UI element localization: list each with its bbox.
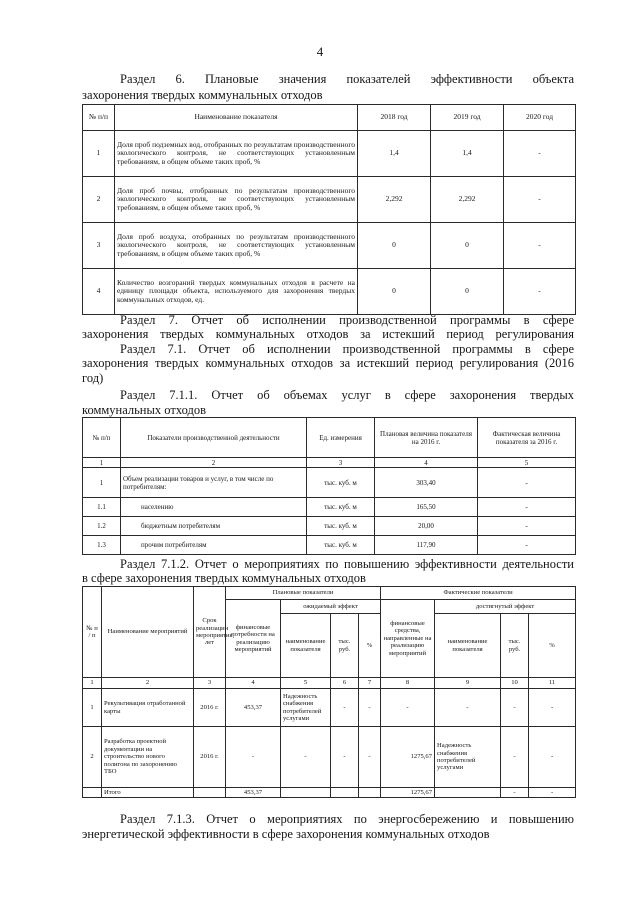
cell-unit: тыс. куб. м (307, 468, 375, 498)
cell-num: 1 (83, 468, 121, 498)
table-row (83, 131, 576, 177)
col-name: Наименование показателя (115, 105, 358, 131)
col-fact-ind-name: наименование показателя (435, 614, 501, 678)
cell-fact-fin: - (381, 689, 435, 727)
col-num: № п/п (83, 105, 115, 131)
cell-name: Количество возгораний твердых коммунальных отходов в расчете на единицу площади объекта, используемого для захоронения твердых коммунальных отходов, ед. (115, 269, 358, 315)
col-fact-effect: достигнутый эффект (435, 600, 576, 614)
col-2018: 2018 год (358, 105, 431, 131)
col-plan-group: Плановые показатели (226, 587, 381, 600)
cell-2020: - (504, 177, 576, 223)
cell-term: 2016 г. (194, 727, 226, 788)
col-term: Срок реализации мероприятия, лет (194, 587, 226, 678)
section71-line2: захоронения твердых коммунальных отходов за истекший период регулирования (2016 (82, 356, 574, 370)
table-row (83, 689, 576, 727)
cell-name: населению (121, 498, 307, 517)
col-plan-pct: % (359, 614, 381, 678)
cell-plan: 165,50 (375, 498, 478, 517)
cell-num: 4 (83, 269, 115, 315)
cell-name: бюджетным потребителям (121, 517, 307, 536)
cell-plan-pct: - (359, 689, 381, 727)
col-num: № п / п (83, 587, 102, 678)
cell-total-label: Итого (102, 788, 194, 798)
section711-volumes-table (82, 417, 576, 555)
cell-2020: - (504, 269, 576, 315)
colnum: 10 (501, 678, 529, 689)
cell-fact-fin: 1275,67 (381, 727, 435, 788)
colnum: 6 (331, 678, 359, 689)
table-row (83, 498, 576, 517)
section713-line2: энергетической эффективности в сфере захоронения коммунальных отходов (82, 827, 490, 841)
cell-empty (281, 788, 331, 798)
col-plan-effect: ожидаемый эффект (281, 600, 381, 614)
cell-empty (194, 788, 226, 798)
col-plan-fin: финансовые потребности на реализацию мероприятий (226, 600, 281, 678)
cell-2020: - (504, 223, 576, 269)
cell-2018: 0 (358, 269, 431, 315)
total-row (83, 788, 576, 798)
col-fact-group: Фактические показатели (381, 587, 576, 600)
colnum: 4 (375, 458, 478, 468)
section71-line1: Раздел 7.1. Отчет об исполнении производственной программы в сфере (120, 342, 574, 356)
cell-num: 1 (83, 689, 102, 727)
colnum: 3 (307, 458, 375, 468)
cell-name: Доля проб подземных вод, отобранных по результатам производственного экологического контроля, не соответствующих установленным требованиям, в общем объеме таких проб, % (115, 131, 358, 177)
cell-name: Доля проб почвы, отобранных по результатам производственного экологического контроля, не соответствующих установленным требованиям, в общем объеме таких проб, % (115, 177, 358, 223)
cell-2019: 2,292 (431, 177, 504, 223)
section6-indicators-table (82, 104, 576, 315)
cell-fact-rub: - (501, 727, 529, 788)
table-row (83, 223, 576, 269)
cell-2018: 1,4 (358, 131, 431, 177)
cell-num: 1 (83, 131, 115, 177)
colnum: 11 (529, 678, 576, 689)
col-plan-ind-name: наименование показателя (281, 614, 331, 678)
cell-plan-ind: - (281, 727, 331, 788)
cell-total-fact-fin: 1275,67 (381, 788, 435, 798)
cell-fact-rub: - (501, 689, 529, 727)
column-numbers-row (83, 678, 576, 689)
col-fact-rub: тыс. руб. (501, 614, 529, 678)
cell-empty (359, 788, 381, 798)
cell-2019: 0 (431, 223, 504, 269)
cell-plan-rub: - (331, 727, 359, 788)
cell-fact-pct: - (529, 727, 576, 788)
colnum: 7 (359, 678, 381, 689)
cell-fact-ind: Надежность снабжения потребителей услугами (435, 727, 501, 788)
cell-name: Рекультивация отработанной карты (102, 689, 194, 727)
cell-num: 2 (83, 177, 115, 223)
section7-line2: захоронения твердых коммунальных отходов за истекший период регулирования (82, 327, 574, 341)
cell-plan: 20,00 (375, 517, 478, 536)
col-2019: 2019 год (431, 105, 504, 131)
cell-fact: - (478, 498, 576, 517)
section6-title-line2: захоронения твердых коммунальных отходов (82, 88, 323, 102)
col-fact-pct: % (529, 614, 576, 678)
colnum: 5 (478, 458, 576, 468)
colnum: 2 (121, 458, 307, 468)
cell-num: 1.3 (83, 536, 121, 555)
section711-line2: коммунальных отходов (82, 403, 206, 417)
cell-total-fact-pct: - (529, 788, 576, 798)
cell-name: Доля проб воздуха, отобранных по результатам производственного экологического контроля, не соответствующих установленным требованиям, в общем объеме таких проб, % (115, 223, 358, 269)
colnum: 8 (381, 678, 435, 689)
cell-unit: тыс. куб. м (307, 498, 375, 517)
cell-num: 2 (83, 727, 102, 788)
colnum: 3 (194, 678, 226, 689)
colnum: 9 (435, 678, 501, 689)
cell-plan: 117,90 (375, 536, 478, 555)
cell-2018: 2,292 (358, 177, 431, 223)
cell-plan-fin: - (226, 727, 281, 788)
cell-name: Разработка проектной документации на строительство нового полигона по захоронению ТБО (102, 727, 194, 788)
section7-line1: Раздел 7. Отчет об исполнении производственной программы в сфере (120, 313, 574, 327)
cell-empty (83, 788, 102, 798)
cell-plan-rub: - (331, 689, 359, 727)
table-header-row (83, 105, 576, 131)
cell-term: 2016 г. (194, 689, 226, 727)
col-unit: Ед. измерения (307, 418, 375, 458)
col-plan-rub: тыс. руб. (331, 614, 359, 678)
cell-plan-pct: - (359, 727, 381, 788)
col-name: Наименование мероприятий (102, 587, 194, 678)
cell-2019: 1,4 (431, 131, 504, 177)
cell-fact: - (478, 517, 576, 536)
cell-fact: - (478, 536, 576, 555)
col-fact: Фактическая величина показателя за 2016 г. (478, 418, 576, 458)
table-row (83, 468, 576, 498)
cell-fact-ind: - (435, 689, 501, 727)
cell-total-fact-rub: - (501, 788, 529, 798)
cell-fact-pct: - (529, 689, 576, 727)
section711-line1: Раздел 7.1.1. Отчет об объемах услуг в сфере захоронения твердых (120, 388, 574, 402)
cell-total-plan-fin: 453,37 (226, 788, 281, 798)
cell-plan-ind: Надежность снабжения потребителей услугами (281, 689, 331, 727)
section712-measures-table (82, 586, 576, 798)
cell-name: прочим потребителям (121, 536, 307, 555)
col-name: Показатели производственной деятельности (121, 418, 307, 458)
table-row (83, 177, 576, 223)
colnum: 1 (83, 458, 121, 468)
table-row (83, 727, 576, 788)
table-row (83, 517, 576, 536)
cell-num: 3 (83, 223, 115, 269)
colnum: 1 (83, 678, 102, 689)
cell-fact: - (478, 468, 576, 498)
cell-plan-fin: 453,37 (226, 689, 281, 727)
table-row (83, 269, 576, 315)
section712-line2: в сфере захоронения твердых коммунальных отходов (82, 571, 366, 585)
col-num: № п/п (83, 418, 121, 458)
table-row (83, 536, 576, 555)
cell-2020: - (504, 131, 576, 177)
section713-line1: Раздел 7.1.3. Отчет о мероприятиях по энергосбережению и повышению (120, 812, 574, 826)
colnum: 5 (281, 678, 331, 689)
cell-name: Объем реализации товаров и услуг, в том числе по потребителям: (121, 468, 307, 498)
cell-2019: 0 (431, 269, 504, 315)
section6-title-line1: Раздел 6. Плановые значения показателей эффективности объекта (120, 72, 574, 86)
cell-plan: 303,40 (375, 468, 478, 498)
colnum: 2 (102, 678, 194, 689)
cell-unit: тыс. куб. м (307, 517, 375, 536)
cell-empty (435, 788, 501, 798)
cell-empty (331, 788, 359, 798)
col-plan: Плановая величина показателя на 2016 г. (375, 418, 478, 458)
cell-2018: 0 (358, 223, 431, 269)
section712-line1: Раздел 7.1.2. Отчет о мероприятиях по повышению эффективности деятельности (120, 557, 574, 571)
table-header-row (83, 418, 576, 458)
table-header-row (83, 587, 576, 600)
col-fact-fin: финансовые средства, направленные на реализацию мероприятий (381, 600, 435, 678)
cell-unit: тыс. куб. м (307, 536, 375, 555)
col-2020: 2020 год (504, 105, 576, 131)
cell-num: 1.1 (83, 498, 121, 517)
column-numbers-row (83, 458, 576, 468)
colnum: 4 (226, 678, 281, 689)
page-number: 4 (316, 44, 324, 59)
cell-num: 1.2 (83, 517, 121, 536)
section71-line3: год) (82, 371, 104, 385)
